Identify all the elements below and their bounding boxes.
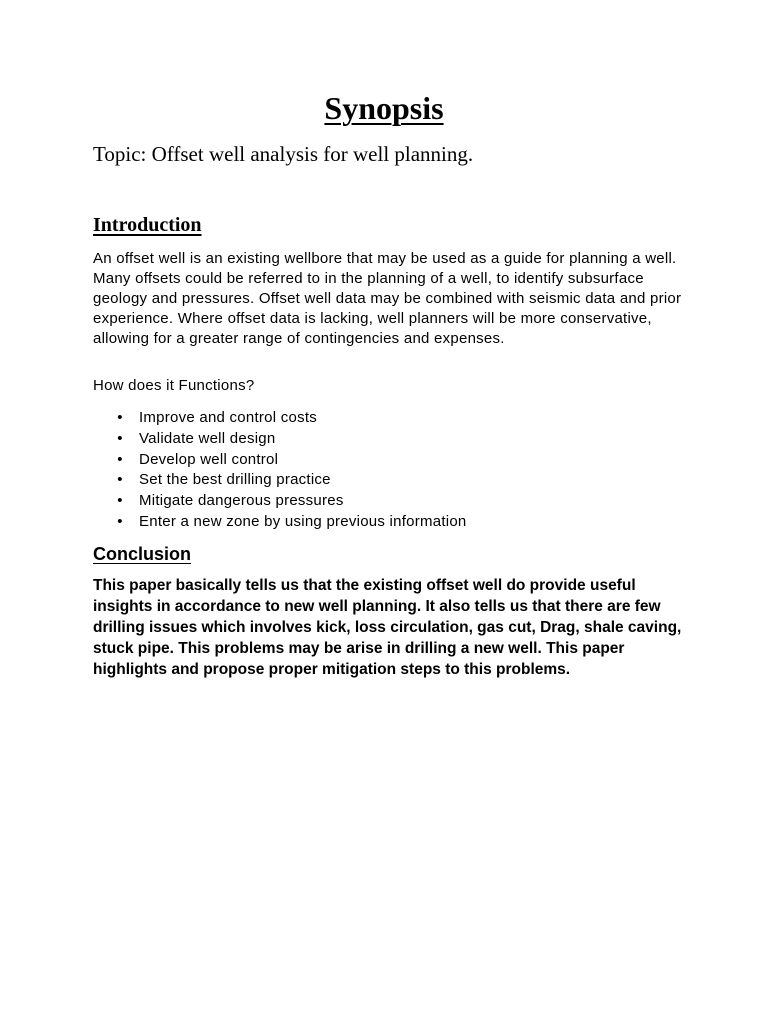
introduction-paragraph: An offset well is an existing wellbore that may be used as a guide for planning a well. Many offsets could be referred to in the planning of a well, to identify subsurface geology and pressures. Offset well data may be combined with seismic data and prior experience. Where offset data is lacking, well planners will be more conservative, allowing for a greater range of contingencies and expenses. (93, 250, 682, 347)
list-item (93, 408, 467, 429)
bullet-icon: • (117, 492, 123, 510)
list-item-text: Enter a new zone by using previous information (139, 512, 467, 530)
list-item-text: Mitigate dangerous pressures (139, 492, 344, 510)
list-item-text: Set the best drilling practice (139, 471, 331, 489)
list-item (93, 429, 467, 450)
topic-line: Topic: Offset well analysis for well planning. (93, 142, 474, 166)
list-item-text: Validate well design (139, 429, 276, 447)
conclusion-paragraph: This paper basically tells us that the existing offset well do provide useful insights in accordance to new well planning. It also tells us that there are few drilling issues which involves kick, loss circulation, gas cut, Drag, shale caving, stuck pipe. This problems may be arise in drilling a new well. This paper highlights and propose proper mitigation steps to this problems. (93, 577, 682, 678)
list-item (93, 450, 467, 471)
functions-list (93, 408, 467, 533)
bullet-icon: • (117, 450, 123, 468)
bullet-icon: • (117, 409, 123, 426)
conclusion-heading: Conclusion (93, 544, 191, 564)
page-title: Synopsis (324, 90, 444, 126)
introduction-heading: Introduction (93, 214, 202, 236)
list-item (93, 512, 467, 533)
bullet-icon: • (117, 471, 123, 489)
list-item (93, 491, 467, 512)
list-item-text: Improve and control costs (139, 409, 317, 426)
list-item-text: Develop well control (139, 450, 279, 468)
functions-question: How does it Functions? (93, 377, 255, 394)
bullet-icon: • (117, 512, 123, 530)
bullet-icon: • (117, 429, 123, 447)
list-item (93, 470, 467, 491)
